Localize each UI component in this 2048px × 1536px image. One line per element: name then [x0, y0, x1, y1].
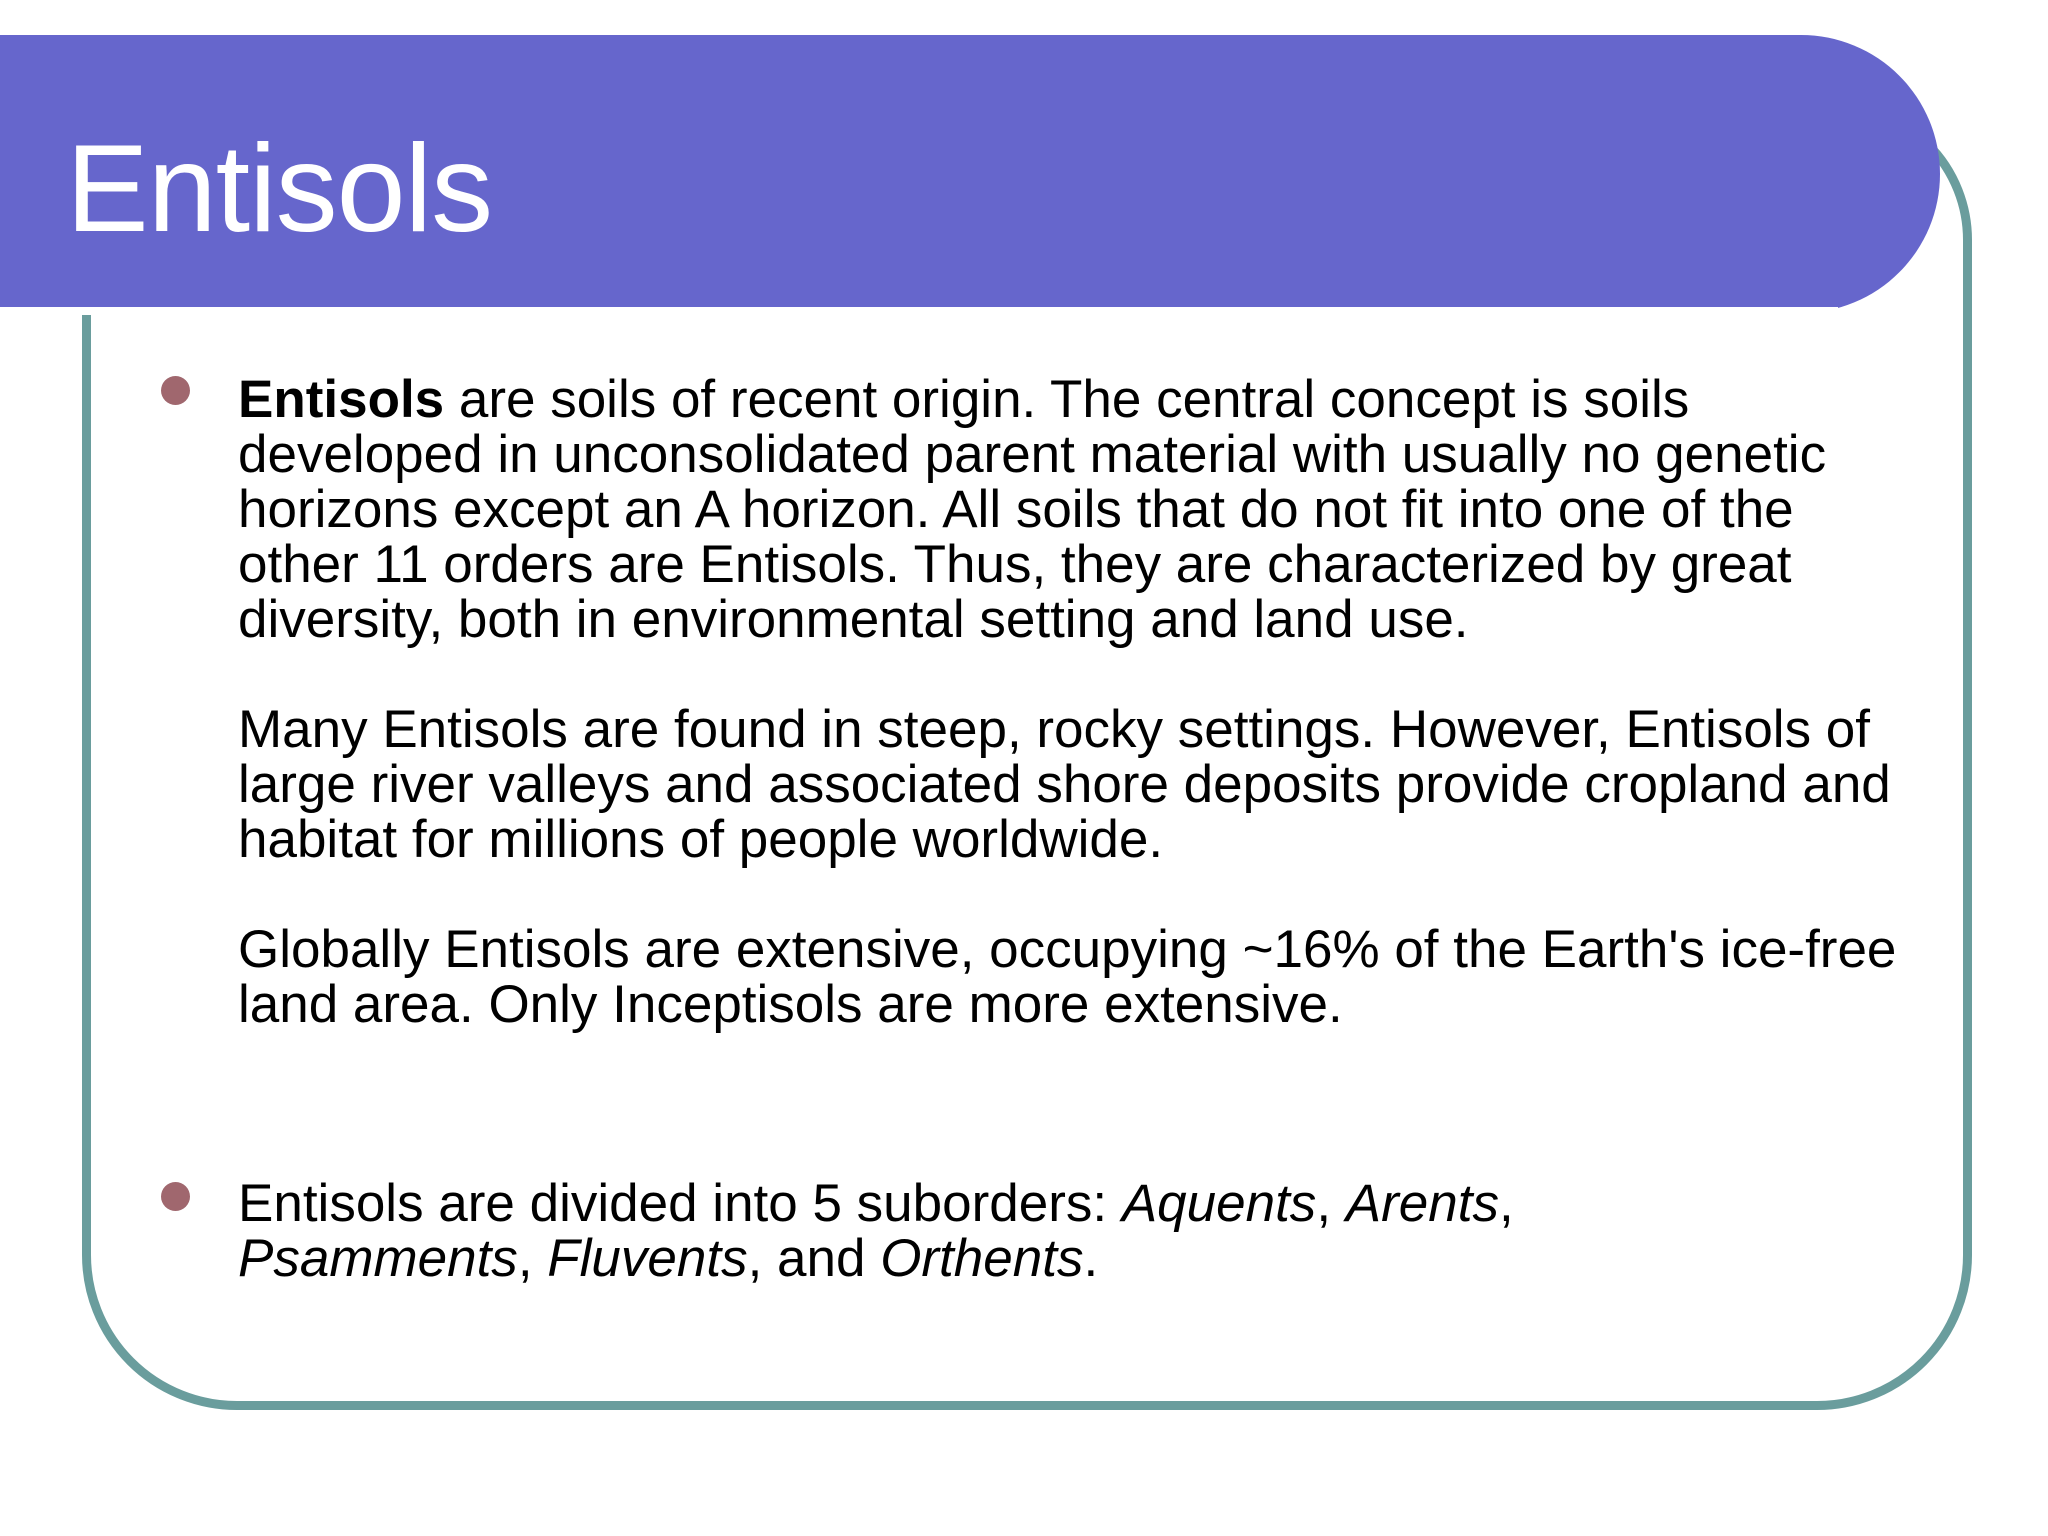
bullet-dot-icon	[161, 376, 190, 405]
separator: , and	[747, 1229, 881, 1288]
suborder-name: Psamments	[238, 1229, 518, 1288]
bullet-item-2	[238, 1176, 1918, 1286]
separator: ,	[1498, 1174, 1514, 1233]
title-banner	[0, 35, 1940, 313]
bullet-1-paragraph-1	[238, 372, 1918, 647]
suborder-name: Fluvents	[547, 1229, 748, 1288]
separator: ,	[517, 1229, 548, 1288]
bold-term: Entisols	[238, 370, 445, 429]
bullet-dot-icon	[161, 1182, 190, 1211]
suborders-intro: Entisols are divided into 5 suborders:	[238, 1174, 1122, 1233]
suborder-name: Orthents	[880, 1229, 1084, 1288]
paragraph-1-text: are soils of recent origin. The central concept is soils developed in unconsolidated parent material with usually no genetic horizons except an A horizon. All soils that do not fit into one of the other 11 orders are Entisols. Thus, they are characterized by great diversity, both in environmental setting and land use.	[238, 370, 1827, 649]
bullet-item-1	[238, 372, 1918, 1032]
slide-title: Entisols	[66, 120, 493, 258]
end-punctuation: .	[1083, 1229, 1099, 1288]
paragraph-gap	[238, 867, 1918, 922]
bullet-1-paragraph-3: Globally Entisols are extensive, occupying ~16% of the Earth's ice-free land area. Only Inceptisols are more extensive.	[238, 920, 1897, 1034]
title-underline	[0, 307, 1838, 315]
suborder-name: Arents	[1345, 1174, 1499, 1233]
separator: ,	[1316, 1174, 1346, 1233]
bullet-1-paragraph-2: Many Entisols are found in steep, rocky settings. However, Entisols of large river valleys and associated shore deposits provide cropland and habitat for millions of people worldwide.	[238, 700, 1891, 869]
paragraph-gap	[238, 647, 1918, 702]
suborder-name: Aquents	[1121, 1174, 1317, 1233]
